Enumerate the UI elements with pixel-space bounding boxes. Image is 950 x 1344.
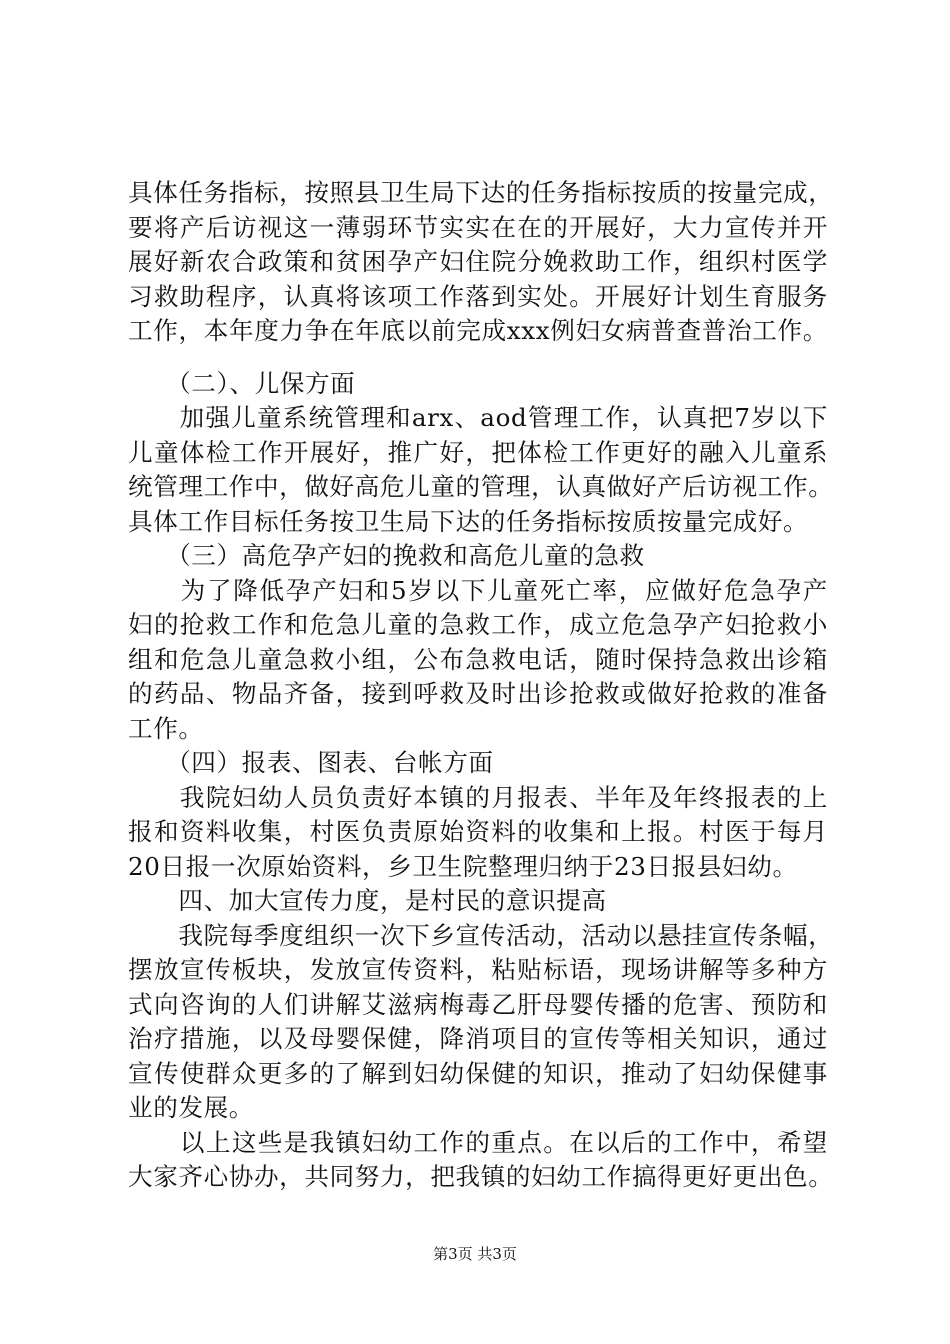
paragraph-line: 摆放宣传板块，发放宣传资料，粘贴标语，现场讲解等多种方 — [128, 955, 828, 984]
paragraph-line: 大家齐心协办，共同努力，把我镇的妇幼工作搞得更好更出色。 — [128, 1162, 834, 1191]
section-heading: （三）高危孕产妇的挽救和高危儿童的急救 — [128, 541, 645, 570]
paragraph-line: 我院每季度组织一次下乡宣传活动，活动以悬挂宣传条幅， — [128, 920, 834, 950]
paragraph-line: 妇的抢救工作和危急儿童的急救工作，成立危急孕产妇抢救小 — [128, 610, 828, 639]
document-body — [128, 176, 834, 1195]
section-heading: （二）、儿保方面 — [128, 368, 356, 398]
paragraph-line: 习救助程序，认真将该项工作落到实处。开展好计划生育服务 — [128, 281, 828, 311]
paragraph-line: 治疗措施，以及母婴保健，降消项目的宣传等相关知识，通过 — [128, 1024, 828, 1053]
paragraph-line: 统管理工作中，做好高危儿童的管理，认真做好产后访视工作。 — [128, 472, 834, 501]
page-number-footer: 第3页 共3页 — [433, 1245, 517, 1263]
paragraph-line: 20日报一次原始资料，乡卫生院整理归纳于23日报县妇幼。 — [128, 851, 798, 881]
paragraph-line: 宣传使群众更多的了解到妇幼保健的知识，推动了妇幼保健事 — [128, 1058, 828, 1088]
paragraph-line: 我院妇幼人员负责好本镇的月报表、半年及年终报表的上 — [128, 782, 828, 812]
section-heading: （四）报表、图表、台帐方面 — [128, 748, 494, 777]
paragraph-line: 的药品、物品齐备，接到呼救及时出诊抢救或做好抢救的准备 — [128, 679, 828, 708]
section-heading: 四、加大宣传力度，是村民的意识提高 — [128, 886, 607, 915]
paragraph-line: 工作，本年度力争在年底以前完成xxx例妇女病普查普治工作。 — [128, 316, 828, 345]
paragraph-line: 儿童体检工作开展好，推广好，把体检工作更好的融入儿童系 — [128, 437, 828, 467]
paragraph-line: 报和资料收集，村医负责原始资料的收集和上报。村医于每月 — [128, 817, 828, 846]
paragraph-line: 工作。 — [128, 713, 204, 743]
paragraph-line: 展好新农合政策和贫困孕产妇住院分娩救助工作，组织村医学 — [128, 247, 828, 276]
paragraph-line: 要将产后访视这一薄弱环节实实在在的开展好，大力宣传并开 — [128, 212, 828, 242]
paragraph-line: 式向咨询的人们讲解艾滋病梅毒乙肝母婴传播的危害、预防和 — [128, 989, 828, 1019]
paragraph-line: 加强儿童系统管理和arx、aod管理工作，认真把7岁以下 — [128, 403, 828, 432]
paragraph-line: 组和危急儿童急救小组，公布急救电话，随时保持急救出诊箱 — [128, 644, 828, 674]
paragraph-line: 业的发展。 — [128, 1093, 254, 1122]
paragraph-line: 具体任务指标，按照县卫生局下达的任务指标按质的按量完成， — [128, 178, 834, 207]
paragraph-gap — [128, 349, 828, 367]
paragraph-line: 为了降低孕产妇和5岁以下儿童死亡率，应做好危急孕产 — [128, 575, 828, 605]
paragraph-line: 具体工作目标任务按卫生局下达的任务指标按质按量完成好。 — [128, 506, 809, 536]
paragraph-line: 以上这些是我镇妇幼工作的重点。在以后的工作中，希望 — [128, 1127, 828, 1157]
